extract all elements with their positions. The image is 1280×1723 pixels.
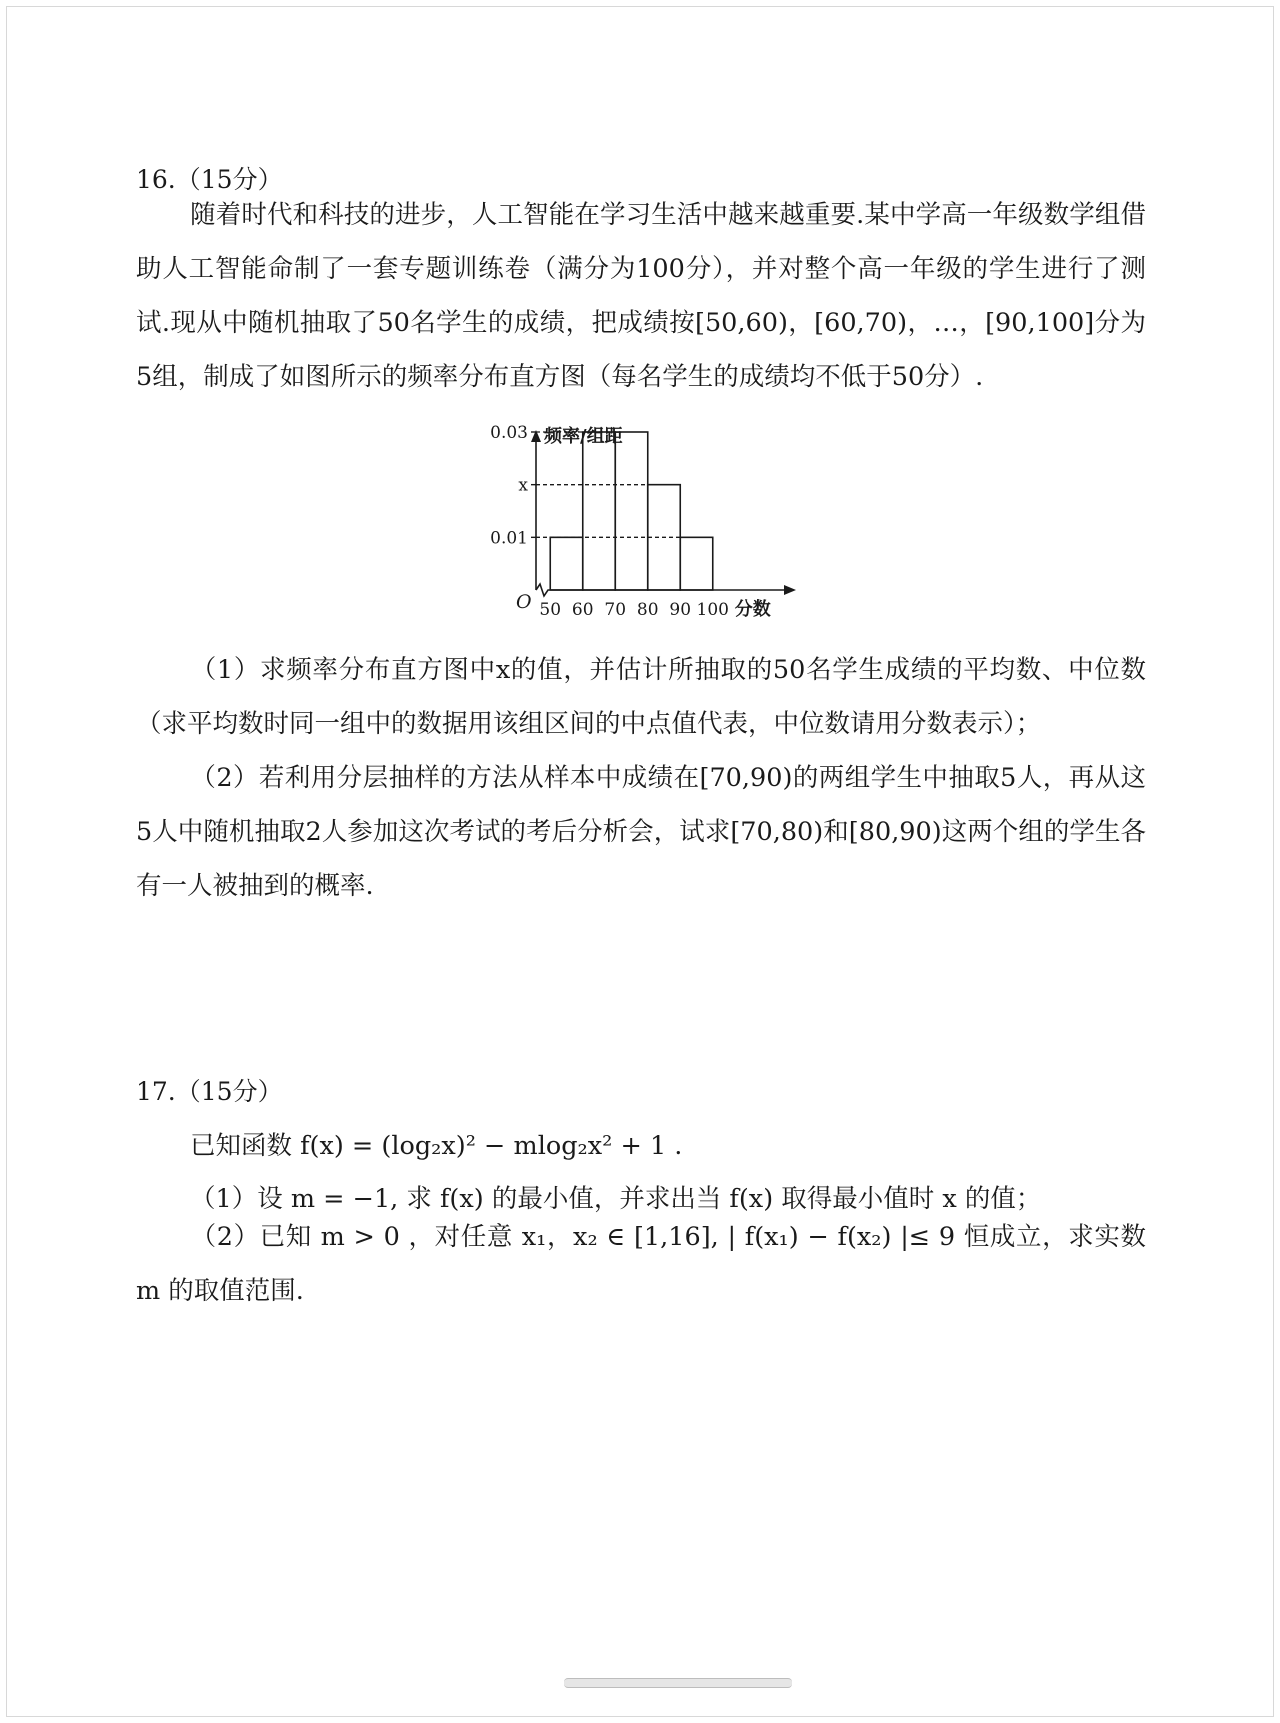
x-axis-label: 分数	[734, 599, 771, 620]
problem-17-question-2	[136, 1210, 1146, 1318]
y-tick-label: 0.01	[490, 528, 528, 549]
x-tick-label: 60	[571, 600, 594, 620]
x-tick-label: 50	[539, 600, 562, 620]
problem-17-q2-text: （2）已知 m > 0 ，对任意 x₁，x₂ ∈ [1,16], | f(x₁) − f(x₂) |≤ 9 恒成立，求实数 m 的取值范围.	[136, 1222, 1146, 1306]
problem-16-question-1	[136, 643, 1146, 751]
problem-16-q1-text: （1）求频率分布直方图中x的值，并估计所抽取的50名学生成绩的平均数、中位数（求平均数时同一组中的数据用该组区间的中点值代表，中位数请用分数表示）；	[136, 655, 1146, 739]
origin-label: O	[516, 591, 532, 613]
histogram-bar	[680, 537, 713, 590]
x-axis-arrow-icon	[784, 585, 796, 595]
x-tick-label: 90	[669, 600, 692, 620]
scroll-indicator[interactable]	[564, 1678, 792, 1688]
problem-16-q2-text: （2）若利用分层抽样的方法从样本中成绩在[70,90)的两组学生中抽取5人，再从这5人中随机抽取2人参加这次考试的考后分析会，试求[70,80)和[80,90)这两个组的学生各有一人被抽到的概率.	[136, 763, 1146, 901]
problem-17-question-1: （1）设 m = −1, 求 f(x) 的最小值，并求出当 f(x) 取得最小值时 x 的值；	[190, 1184, 1042, 1214]
problem-16-header: 16.（15分）	[136, 165, 283, 194]
problem-17-header: 17.（15分）	[136, 1077, 283, 1106]
y-tick-label: x	[518, 475, 528, 496]
x-tick-label: 100	[696, 600, 729, 620]
problem-16-stem	[136, 188, 1146, 404]
problem-16-stem-text: 随着时代和科技的进步，人工智能在学习生活中越来越重要.某中学高一年级数学组借助人工智能命制了一套专题训练卷（满分为100分），并对整个高一年级的学生进行了测试.现从中随机抽取了50名学生的成绩，把成绩按[50,60)，[60,70)，…，[90,100]分为5组，制成了如图所示的频率分布直方图（每名学生的成绩均不低于50分）.	[136, 200, 1146, 392]
y-tick-label: 0.03	[490, 423, 528, 443]
histogram-bar	[583, 432, 616, 590]
y-axis-label: 频率/组距	[544, 426, 623, 447]
histogram-bar	[550, 537, 583, 590]
histogram-bar	[615, 432, 648, 590]
x-tick-label: 80	[636, 600, 659, 620]
x-axis	[536, 584, 788, 596]
problem-17-stem: 已知函数 f(x) = (log₂x)² − mlog₂x² + 1 .	[190, 1131, 683, 1161]
x-tick-label: 70	[604, 600, 627, 620]
problem-16-question-2	[136, 751, 1146, 913]
